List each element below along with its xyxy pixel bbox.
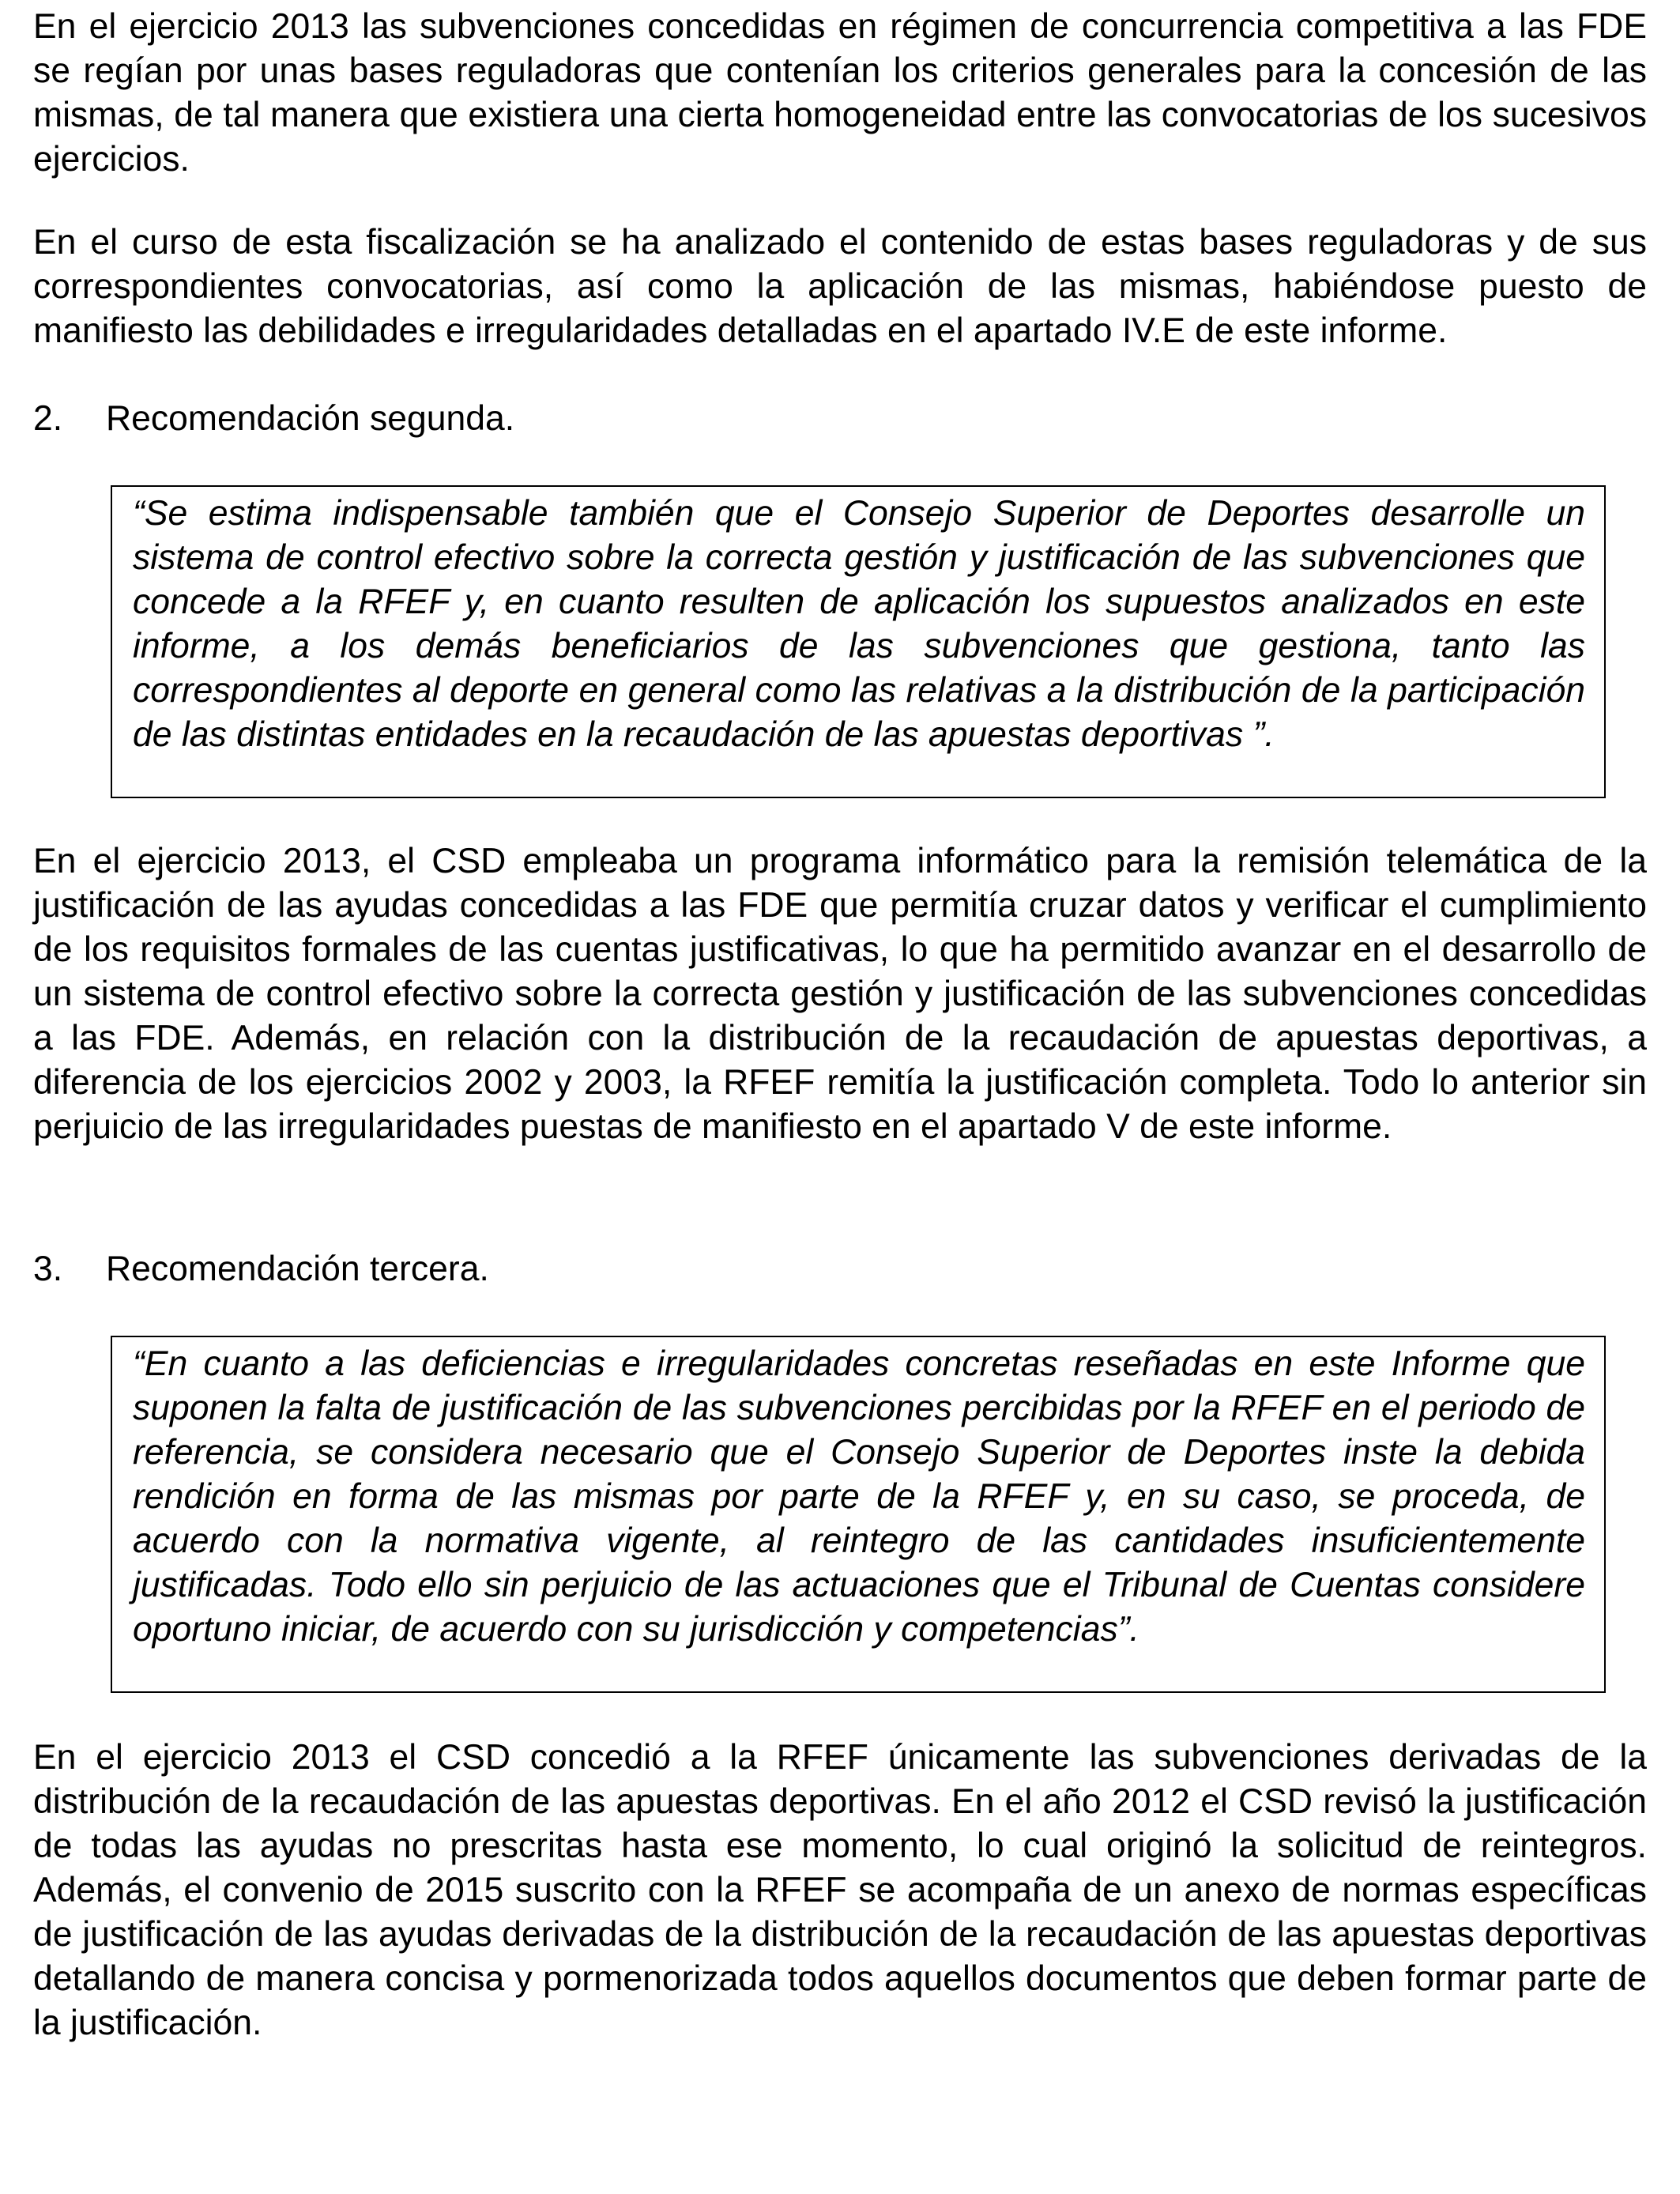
section-number: 3. [33,1250,63,1288]
section-title: Recomendación segunda. [106,399,515,438]
paragraph-subvenciones-rfef: En el ejercicio 2013 el CSD concedió a la RFEF únicamente las subvenciones derivadas de la distribución de la recaudación de las apuestas deportivas. En el año 2012 el CSD revisó la justificación de todas las ayudas no prescritas hasta ese momento, lo cual originó la solicitud de reintegros. Además, el convenio de 2015 suscrito con la RFEF se acompaña de un anexo de normas específicas de justificación de las ayudas derivadas de la distribución de la recaudación de las apuestas deportivas detallando de manera concisa y pormenorizada todos aquellos documentos que deben formar parte de la justificación. [33,1738,1647,2042]
quote-box-recomendacion-tercera [111,1336,1606,1693]
section-heading-recomendacion-segunda [33,397,514,441]
paragraph-programa-informatico: En el ejercicio 2013, el CSD empleaba un programa informático para la remisión telemática de la justificación de las ayudas concedidas a las FDE que permitía cruzar datos y verificar el cumplimiento de los requisitos formales de las cuentas justificativas, lo que ha permitido avanzar en el desarrollo de un sistema de control efectivo sobre la correcta gestión y justificación de las subvenciones concedidas a las FDE. Además, en relación con la distribución de la recaudación de apuestas deportivas, a diferencia de los ejercicios 2002 y 2003, la RFEF remitía la justificación completa. Todo lo anterior sin perjuicio de las irregularidades puestas de manifiesto en el apartado V de este informe. [33,842,1647,1146]
quote-text: “Se estima indispensable también que el Consejo Superior de Deportes desarrolle un sistema de control efectivo sobre la correcta gestión y justificación de las subvenciones que concede a la RFEF y, en cuanto resulten de aplicación los supuestos analizados en este informe, a los demás beneficiarios de las subvenciones que gestiona, tanto las correspondientes al deporte en general como las relativas a la distribución de la participación de las distintas entidades en la recaudación de las apuestas deportivas ”. [133,494,1585,754]
section-heading-recomendacion-tercera [33,1247,489,1291]
section-title: Recomendación tercera. [106,1250,489,1288]
quote-text: “En cuanto a las deficiencias e irregularidades concretas reseñadas en este Informe que suponen la falta de justificación de las subvenciones percibidas por la RFEF en el periodo de referencia, se considera necesario que el Consejo Superior de Deportes inste la debida rendición en forma de las mismas por parte de la RFEF y, en su caso, se proceda, de acuerdo con la normativa vigente, al reintegro de las cantidades insuficientemente justificadas. Todo ello sin perjuicio de las actuaciones que el Tribunal de Cuentas considere oportuno iniciar, de acuerdo con su jurisdicción y competencias”. [133,1344,1585,1649]
paragraph-fiscalizacion: En el curso de esta fiscalización se ha analizado el contenido de estas bases reguladoras y de sus correspondientes convocatorias, así como la aplicación de las mismas, habiéndose puesto de manifiesto las debilidades e irregularidades detalladas en el apartado IV.E de este informe. [33,223,1647,350]
section-number: 2. [33,399,63,438]
paragraph-bases-reguladoras: En el ejercicio 2013 las subvenciones concedidas en régimen de concurrencia competitiva a las FDE se regían por unas bases reguladoras que contenían los criterios generales para la concesión de las mismas, de tal manera que existiera una cierta homogeneidad entre las convocatorias de los sucesivos ejercicios. [33,7,1647,179]
quote-box-recomendacion-segunda [111,485,1606,798]
